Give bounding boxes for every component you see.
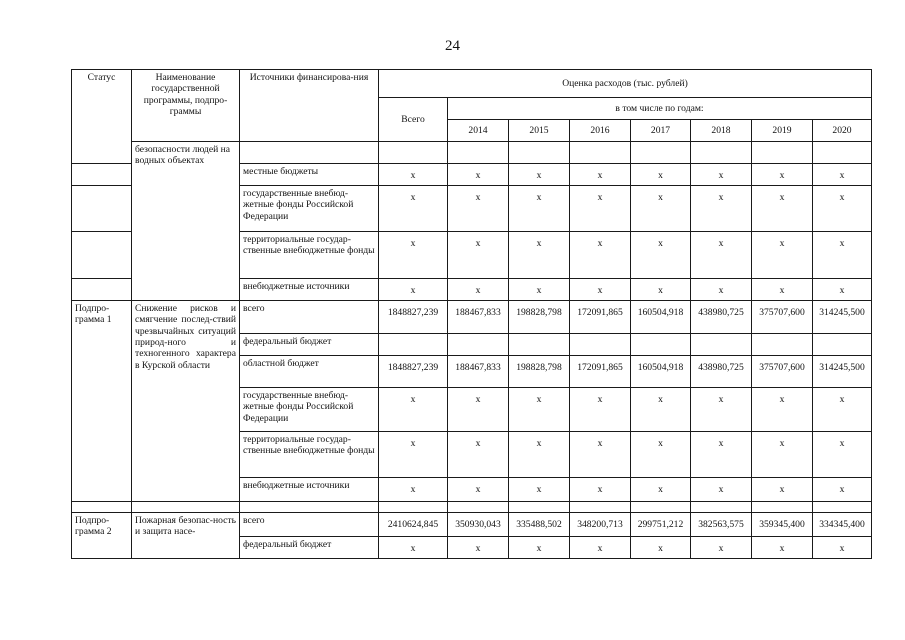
value-cell: x xyxy=(509,537,570,559)
empty-cell xyxy=(813,502,872,513)
value-cell: 172091,865 xyxy=(570,301,631,334)
value-cell: x xyxy=(752,164,813,186)
value-cell: 198828,798 xyxy=(509,301,570,334)
value-cell: x xyxy=(570,432,631,478)
empty-cell xyxy=(379,502,448,513)
value-cell: x xyxy=(379,164,448,186)
value-cell: x xyxy=(691,388,752,432)
value-cell: x xyxy=(379,388,448,432)
status-cell xyxy=(72,279,132,301)
funding-source: областной бюджет xyxy=(240,356,379,388)
value-cell: x xyxy=(570,388,631,432)
table-row xyxy=(72,301,872,334)
value-cell: x xyxy=(631,164,691,186)
value-cell: x xyxy=(691,164,752,186)
value-cell: x xyxy=(509,164,570,186)
continuation-row xyxy=(72,142,872,164)
subprogram-name: Пожарная безопас-ность и защита насе- xyxy=(132,513,240,559)
empty-cell xyxy=(240,142,379,164)
empty-cell xyxy=(240,502,379,513)
value-cell: x xyxy=(691,432,752,478)
value-cell: x xyxy=(691,186,752,232)
subprogram-status: Подпро-грамма 1 xyxy=(72,301,132,502)
value-cell: x xyxy=(570,164,631,186)
value-cell: 334345,400 xyxy=(813,513,872,537)
value-cell: x xyxy=(813,164,872,186)
value-cell: x xyxy=(691,232,752,279)
value-cell: x xyxy=(509,478,570,502)
empty-cell xyxy=(691,502,752,513)
table-row xyxy=(72,513,872,537)
value-cell: x xyxy=(813,478,872,502)
value-cell: x xyxy=(631,186,691,232)
empty-cell xyxy=(509,502,570,513)
empty-cell xyxy=(72,502,132,513)
value-cell: 375707,600 xyxy=(752,301,813,334)
empty-cell xyxy=(509,142,570,164)
status-cell xyxy=(72,164,132,186)
value-cell: 314245,500 xyxy=(813,356,872,388)
value-cell: 438980,725 xyxy=(691,301,752,334)
value-cell: x xyxy=(752,388,813,432)
value-cell: x xyxy=(813,232,872,279)
empty-cell xyxy=(631,502,691,513)
value-cell: 299751,212 xyxy=(631,513,691,537)
empty-cell xyxy=(752,142,813,164)
value-cell: x xyxy=(752,537,813,559)
funding-source: местные бюджеты xyxy=(240,164,379,186)
value-cell: x xyxy=(570,537,631,559)
value-cell: x xyxy=(509,232,570,279)
value-cell: x xyxy=(448,432,509,478)
value-cell: x xyxy=(379,232,448,279)
empty-cell xyxy=(570,502,631,513)
header-total: Всего xyxy=(379,98,448,142)
funding-source: территориальные государ-ственные внебюджетные фонды xyxy=(240,232,379,279)
value-cell: x xyxy=(813,537,872,559)
value-cell: x xyxy=(631,388,691,432)
value-cell xyxy=(509,334,570,356)
header-funding-sources: Источники финансирова-ния xyxy=(240,70,379,142)
value-cell: x xyxy=(631,478,691,502)
budget-table xyxy=(71,69,872,559)
value-cell: x xyxy=(448,232,509,279)
value-cell: x xyxy=(448,478,509,502)
empty-cell xyxy=(448,502,509,513)
value-cell xyxy=(379,334,448,356)
value-cell: 160504,918 xyxy=(631,356,691,388)
value-cell: 375707,600 xyxy=(752,356,813,388)
empty-cell xyxy=(132,502,240,513)
value-cell: 1848827,239 xyxy=(379,301,448,334)
value-cell: 335488,502 xyxy=(509,513,570,537)
empty-cell xyxy=(691,142,752,164)
funding-source: федеральный бюджет xyxy=(240,334,379,356)
value-cell: x xyxy=(691,478,752,502)
empty-cell xyxy=(752,502,813,513)
value-cell: x xyxy=(379,537,448,559)
header-program-name: Наименование государственной программы, подпро-граммы xyxy=(132,70,240,142)
value-cell: x xyxy=(448,388,509,432)
value-cell: 1848827,239 xyxy=(379,356,448,388)
header-year: 2015 xyxy=(509,120,570,142)
value-cell: x xyxy=(570,279,631,301)
value-cell: x xyxy=(379,186,448,232)
value-cell xyxy=(813,334,872,356)
value-cell: x xyxy=(379,279,448,301)
value-cell: 188467,833 xyxy=(448,301,509,334)
funding-source: внебюджетные источники xyxy=(240,279,379,301)
value-cell: x xyxy=(752,186,813,232)
value-cell: x xyxy=(813,432,872,478)
value-cell: 172091,865 xyxy=(570,356,631,388)
value-cell: 382563,575 xyxy=(691,513,752,537)
value-cell: x xyxy=(752,432,813,478)
value-cell: x xyxy=(813,279,872,301)
value-cell xyxy=(691,334,752,356)
value-cell: 160504,918 xyxy=(631,301,691,334)
value-cell: 198828,798 xyxy=(509,356,570,388)
value-cell xyxy=(631,334,691,356)
value-cell: 350930,043 xyxy=(448,513,509,537)
value-cell: x xyxy=(448,537,509,559)
value-cell: x xyxy=(813,186,872,232)
value-cell: 188467,833 xyxy=(448,356,509,388)
value-cell: x xyxy=(509,279,570,301)
spacer-row xyxy=(72,502,872,513)
value-cell: x xyxy=(570,186,631,232)
funding-source: государственные внебюд-жетные фонды Российской Федерации xyxy=(240,186,379,232)
status-cell xyxy=(72,232,132,279)
value-cell: x xyxy=(448,186,509,232)
funding-source: внебюджетные источники xyxy=(240,478,379,502)
value-cell: x xyxy=(631,232,691,279)
value-cell: 314245,500 xyxy=(813,301,872,334)
funding-source: всего xyxy=(240,513,379,537)
header-cost-estimate: Оценка расходов (тыс. рублей) xyxy=(379,70,872,98)
header-year: 2018 xyxy=(691,120,752,142)
value-cell: x xyxy=(752,232,813,279)
empty-cell xyxy=(813,142,872,164)
subprogram-name: Снижение рисков и смягчение послед-ствий чрезвычайных ситуаций природ-ного и техногенного характера в Курской области xyxy=(132,301,240,502)
value-cell xyxy=(752,334,813,356)
value-cell: x xyxy=(631,279,691,301)
value-cell: 359345,400 xyxy=(752,513,813,537)
value-cell: x xyxy=(691,279,752,301)
value-cell: x xyxy=(631,432,691,478)
program-name-continued: безопасности людей на водных объектах xyxy=(132,142,240,301)
value-cell: x xyxy=(509,186,570,232)
value-cell: x xyxy=(570,232,631,279)
value-cell xyxy=(448,334,509,356)
header-year: 2020 xyxy=(813,120,872,142)
value-cell: x xyxy=(752,279,813,301)
header-year: 2017 xyxy=(631,120,691,142)
value-cell: x xyxy=(570,478,631,502)
funding-source: федеральный бюджет xyxy=(240,537,379,559)
value-cell: x xyxy=(448,164,509,186)
value-cell: 2410624,845 xyxy=(379,513,448,537)
value-cell: x xyxy=(509,432,570,478)
header-by-year: в том числе по годам: xyxy=(448,98,872,120)
header-year: 2019 xyxy=(752,120,813,142)
value-cell: x xyxy=(448,279,509,301)
empty-cell xyxy=(379,142,448,164)
funding-source: всего xyxy=(240,301,379,334)
funding-source: территориальные государ-ственные внебюджетные фонды xyxy=(240,432,379,478)
value-cell: 348200,713 xyxy=(570,513,631,537)
empty-cell xyxy=(448,142,509,164)
value-cell: x xyxy=(752,478,813,502)
page-number: 24 xyxy=(445,38,460,54)
value-cell: x xyxy=(379,432,448,478)
subprogram-status: Подпро-грамма 2 xyxy=(72,513,132,559)
status-cell xyxy=(72,186,132,232)
empty-cell xyxy=(570,142,631,164)
value-cell: x xyxy=(813,388,872,432)
funding-source: государственные внебюд-жетные фонды Российской Федерации xyxy=(240,388,379,432)
header-row xyxy=(72,70,872,98)
value-cell: x xyxy=(691,537,752,559)
value-cell xyxy=(570,334,631,356)
value-cell: 438980,725 xyxy=(691,356,752,388)
header-year: 2014 xyxy=(448,120,509,142)
value-cell: x xyxy=(631,537,691,559)
value-cell: x xyxy=(509,388,570,432)
empty-cell xyxy=(631,142,691,164)
header-status: Статус xyxy=(72,70,132,164)
value-cell: x xyxy=(379,478,448,502)
header-year: 2016 xyxy=(570,120,631,142)
